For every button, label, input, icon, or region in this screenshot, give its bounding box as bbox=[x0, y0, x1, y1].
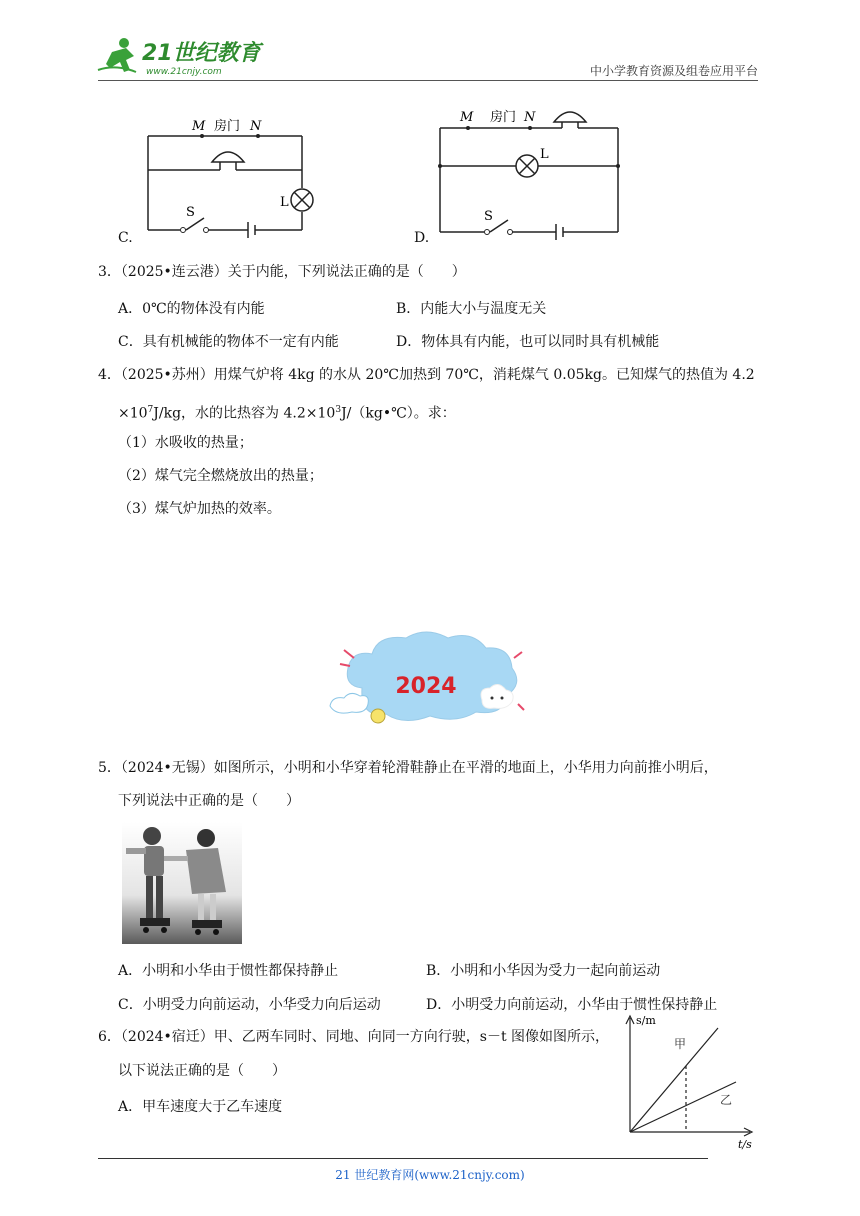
svg-text:S: S bbox=[186, 205, 195, 220]
question-3-option-b: B．内能大小与温度无关 bbox=[396, 301, 547, 317]
svg-text:乙: 乙 bbox=[720, 1093, 733, 1107]
question-5-option-b: B．小明和小华因为受力一起向前运动 bbox=[426, 963, 661, 979]
question-5-stem: 5．（2024•无锡）如图所示，小明和小华穿着轮滑鞋静止在平滑的地面上，小华用力向前推小明后， bbox=[98, 760, 718, 776]
question-4-part-1: （1）水吸收的热量； bbox=[118, 435, 253, 451]
year-label: 2024 bbox=[395, 674, 457, 699]
question-4-stem: 4．（2025•苏州）用煤气炉将 4kg 的水从 20℃加热到 70℃，消耗煤气 0.05kg。已知煤气的热值为 4.2 bbox=[98, 367, 755, 383]
question-3-option-d: D．物体具有内能，也可以同时具有机械能 bbox=[396, 334, 660, 350]
question-3-stem: 3．（2025•连云港）关于内能，下列说法正确的是（ ） bbox=[98, 264, 466, 280]
s-t-graph bbox=[612, 1008, 762, 1150]
line-yi bbox=[630, 1082, 736, 1132]
svg-text:21世纪教育: 21世纪教育 bbox=[142, 41, 261, 66]
question-4-part-3: （3）煤气炉加热的效率。 bbox=[118, 501, 281, 517]
circuit-diagram-d bbox=[432, 100, 632, 245]
platform-name: 中小学教育资源及组卷应用平台 bbox=[589, 64, 758, 78]
svg-text:S: S bbox=[484, 209, 493, 224]
svg-text:房门: 房门 bbox=[490, 110, 517, 125]
svg-text:N: N bbox=[250, 119, 262, 134]
runner-logo-icon bbox=[96, 34, 266, 78]
svg-text:t/s: t/s bbox=[738, 1138, 752, 1150]
svg-text:房门: 房门 bbox=[214, 119, 241, 134]
svg-text:M: M bbox=[460, 110, 474, 125]
circuit-diagram-c bbox=[140, 112, 320, 242]
svg-text:M: M bbox=[192, 119, 206, 134]
question-5-option-d: D．小明受力向前运动，小华由于惯性保持静止 bbox=[426, 997, 718, 1013]
svg-text:甲: 甲 bbox=[674, 1037, 687, 1051]
svg-text:www.21cnjy.com: www.21cnjy.com bbox=[146, 67, 222, 77]
question-3-option-a: A．0℃的物体没有内能 bbox=[118, 301, 265, 317]
svg-text:s/m: s/m bbox=[636, 1014, 656, 1027]
footer-text[interactable]: 21 世纪教育网(www.21cnjy.com) bbox=[335, 1168, 525, 1182]
question-5-option-a: A．小明和小华由于惯性都保持静止 bbox=[118, 963, 339, 979]
question-4-part-2: （2）煤气完全燃烧放出的热量； bbox=[118, 468, 323, 484]
question-5-option-c: C．小明受力向前运动，小华受力向后运动 bbox=[118, 997, 381, 1013]
option-c-label: C. bbox=[118, 230, 133, 246]
question-3-option-c: C．具有机械能的物体不一定有内能 bbox=[118, 334, 339, 350]
question-6-stem: 6．（2024•宿迁）甲、乙两车同时、同地、向同一方向行驶，s－t 图像如图所示， bbox=[98, 1029, 610, 1045]
year-cloud-banner bbox=[326, 628, 526, 728]
lightbulb-icon bbox=[371, 709, 385, 723]
svg-text:L: L bbox=[540, 147, 549, 162]
question-5-stem-cont: 下列说法中正确的是（ ） bbox=[118, 793, 300, 809]
svg-text:N: N bbox=[524, 110, 536, 125]
site-logo bbox=[96, 34, 266, 78]
option-d-label: D. bbox=[414, 230, 430, 246]
question-6-option-a: A．甲车速度大于乙车速度 bbox=[118, 1099, 283, 1115]
svg-text:L: L bbox=[280, 195, 289, 210]
header-divider bbox=[98, 80, 758, 81]
question-4-stem-cont: $\times 10^7J/kg$，水的比热容为 $4.2\times 10^3J/(kg•℃)$。求： bbox=[118, 405, 456, 422]
footer-divider bbox=[98, 1158, 708, 1159]
question-6-stem-cont: 以下说法正确的是（ ） bbox=[118, 1063, 286, 1079]
skaters-illustration bbox=[122, 822, 242, 944]
